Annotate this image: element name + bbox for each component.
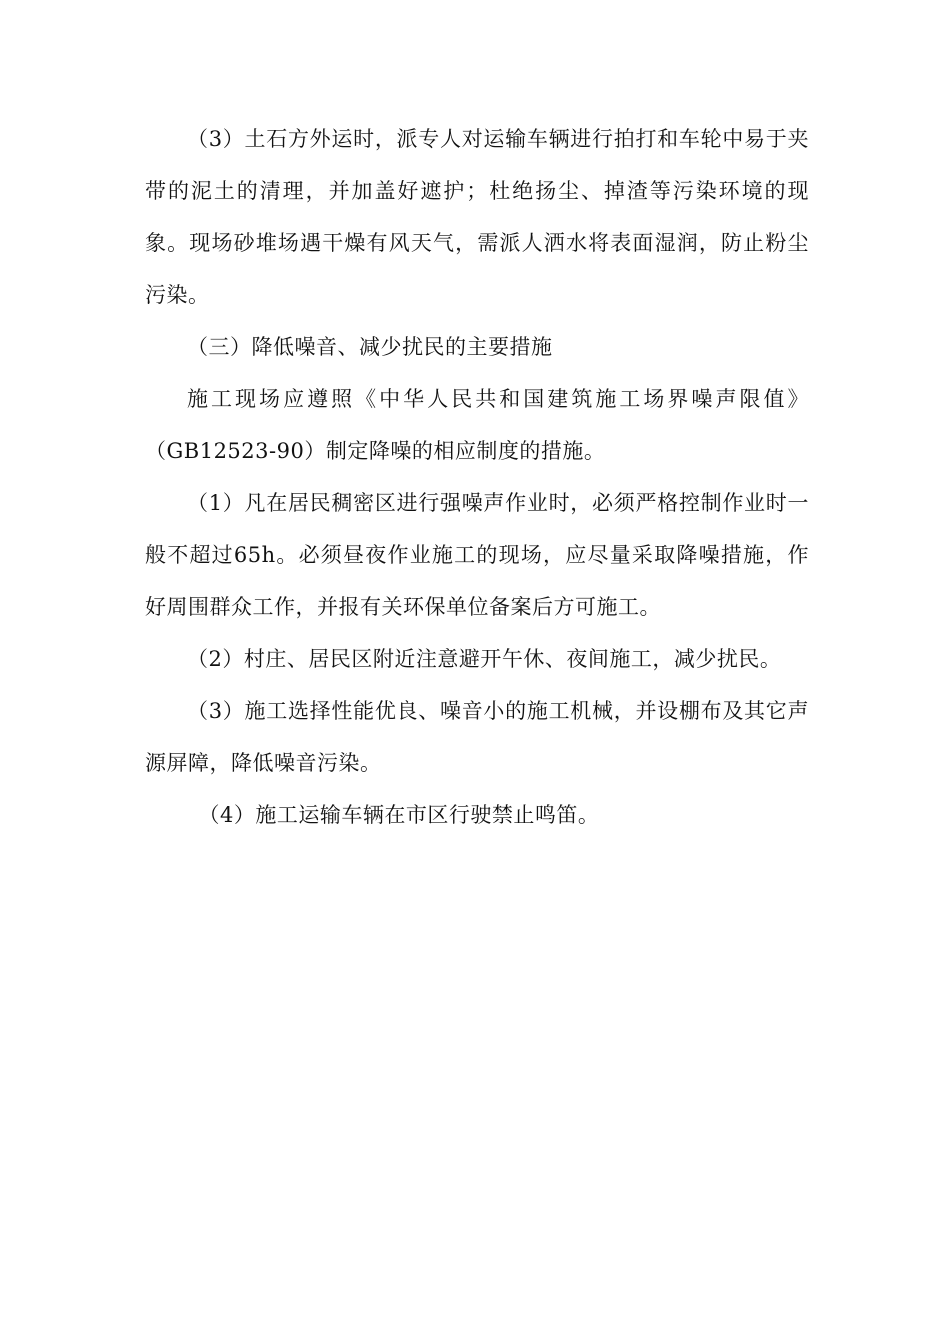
paragraph-no-honking: （4）施工运输车辆在市区行驶禁止鸣笛。 bbox=[198, 803, 600, 827]
section-heading-noise-reduction: （三）降低噪音、减少扰民的主要措施 bbox=[187, 335, 553, 359]
paragraph-low-noise-machinery: （3）施工选择性能优良、噪音小的施工机械，并设棚布及其它声源屏障，降低噪音污染。 bbox=[145, 699, 809, 775]
paragraph-dense-residential-work: （1）凡在居民稠密区进行强噪声作业时，必须严格控制作业时一般不超过65h。必须昼夜作业施工的现场，应尽量采取降噪措施，作好周围群众工作，并报有关环保单位备案后方可施工。 bbox=[145, 491, 809, 619]
paragraph-avoid-rest-hours: （2）村庄、居民区附近注意避开午休、夜间施工，减少扰民。 bbox=[187, 647, 782, 671]
document-body bbox=[145, 113, 809, 841]
paragraph-earthwork-transport: （3）土石方外运时，派专人对运输车辆进行拍打和车轮中易于夹带的泥土的清理，并加盖好遮护；杜绝扬尘、掉渣等污染环境的现象。现场砂堆场遇干燥有风天气，需派人洒水将表面湿润，防止粉尘污染。 bbox=[145, 127, 809, 307]
paragraph-noise-standard: 施工现场应遵照《中华人民共和国建筑施工场界噪声限值》（GB12523-90）制定降噪的相应制度的措施。 bbox=[145, 387, 809, 463]
